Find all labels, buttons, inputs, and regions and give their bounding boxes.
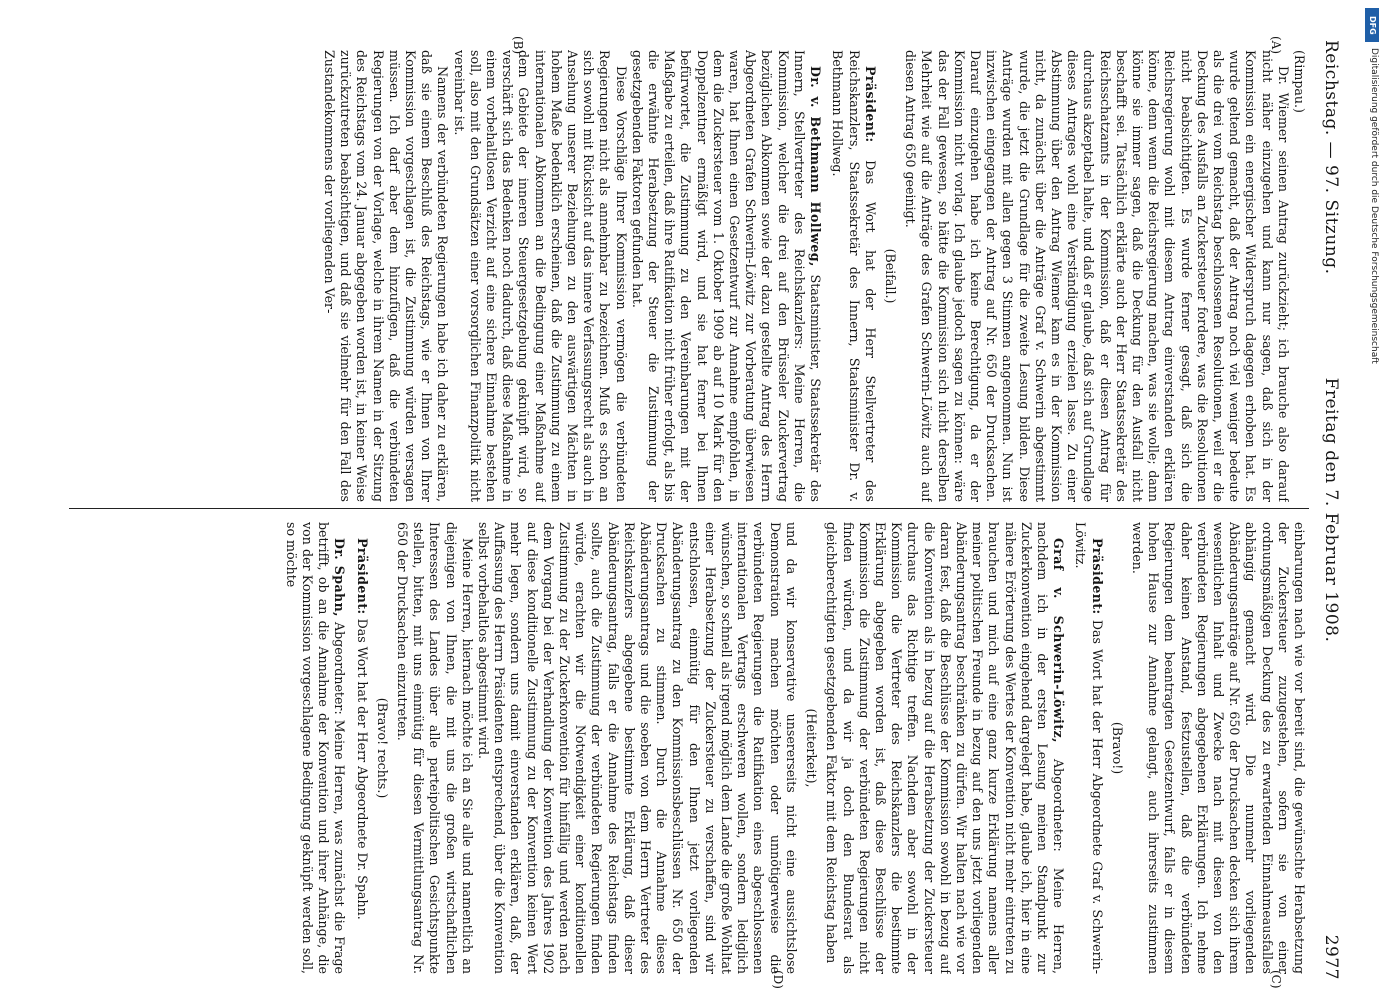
- paragraph: [829, 50, 878, 502]
- speaker-label: Dr. v. Bethmann Hollweg,: [808, 66, 824, 267]
- paragraph: und da wir konservative unsererseits nicht eine aussichtslose Demonstration machen möchten oder unnötigerweise die verbündeten Regierungen die Ratifikation eines abgeschlossenen internationalen Vertrags erschweren wollen, sondern lediglich wünschen, so schnell als irgend möglich dem Lande die große Wohltat einer Herabsetzung der Zuckersteuer zu verschaffen, sind wir entschlossen, einmütig für den Ihnen jetzt vorliegenden Abänderungsantrag zu den Kommissionsbeschlüssen Nr. 650 der Drucksachen zu stimmen. Durch die Annahme dieses Abänderungsantrags und die soeben von dem Herrn Vertreter des Reichskanzlers abgegebene bestimmte Erklärung, daß dieser Abänderungsantrag, falls er die Annahme des Reichstags finden sollte, auch die Zustimmung der verbündeten Regierungen finden würde, erachten wir die Notwendigkeit einer konditionellen Zustimmung zu der Zuckerkonvention für hinfällig und werden nach dem Vorgang bei der Verhandlung der Konvention des Jahres 1902 auf diese konditionelle Zustimmung zu der Konvention keinen Wert mehr legen, sondern uns damit einverstanden erklären, daß, der Auffassung des Herrn Präsidenten entsprechend, über die Konvention selbst vorbehaltlos abgestimmt wird.: [476, 522, 799, 974]
- right-column: [67, 522, 1307, 974]
- paragraph: [1072, 522, 1104, 974]
- page-number: 2977: [1321, 934, 1341, 980]
- speaker-label: Präsident:: [1089, 538, 1105, 615]
- margin-mark-a: (A): [1269, 36, 1283, 55]
- paragraph: [353, 522, 369, 974]
- applause-note: (Bravo! rechts.): [374, 697, 390, 799]
- funding-strip: [1361, 0, 1383, 1000]
- header-date: Freitag den 7. Februar 1908.: [1321, 377, 1341, 643]
- speaker-label: Graf v. Schwerin-Löwitz,: [1051, 538, 1067, 743]
- paragraph: Diese Vorschläge Ihrer Kommission vermögen die verbündeten Regierungen nicht als annehmbar zu bezeichnen. Muß es schon an sich sowohl mit Rücksicht auf das innere Verfassungsrecht als auch in Ansehung unserer Beziehungen zu den auswärtigen Mächten in hohem Maße bedenklich erscheinen, daß die Zustimmung zu einem internationalen Abkommen an die Bedingung einer Maßnahme auf dem Gebiete der inneren Steuergesetzgebung geknüpft wird, so verschärft sich das Bedenken noch dadurch, daß diese Maßnahme in einem vorbehaltlosen Verzicht auf eine sichere Einnahme bestehen soll, also mit den Grundsätzen einer vorsorglichen Finanzpolitik nicht vereinbar ist.: [451, 50, 629, 502]
- applause-note: (Bravo!): [1109, 721, 1125, 775]
- paragraph: einbarungen nach wie vor bereit sind, die gewünschte Herabsetzung der Zuckersteuer zuzugestehen, sofern sie von einer ordnungsmäßigen Deckung des zu erwartenden Einnahmeausfalles abhängig gemacht wird. Die nunmehr vorliegenden Abänderungsanträge auf Nr. 650 der Drucksachen decken sich ihrem wesentlichen Inhalt und Zwecke nach mit diesen von den verbündeten Regierungen abgegebenen Erklärungen. Ich nehme daher keinen Anstand, festzustellen, daß die verbündeten Regierungen dem beantragten Gesetzentwurf, falls er in diesem hohen Hause zur Annahme gelangt, auch ihrerseits zustimmen werden.: [1129, 522, 1307, 974]
- speaker-continuation: (Rimpau.): [1292, 50, 1307, 113]
- dfg-logo: DFG: [1365, 8, 1379, 42]
- speaker-label: Präsident:: [862, 66, 878, 143]
- paragraph: [823, 522, 1066, 974]
- paragraph: Namens der verbündeten Regierungen habe ich daher zu erklären, daß sie einem Beschluß des Reichstags, wie er Ihnen von Ihrer Kommission vorgeschlagen ist, die Zustimmung würden versagen müssen. Ich darf aber dem hinzufügen, daß die verbündeten Regierungen von der Vorlage, welche in ihrem Namen in der Sitzung des Reichstags vom 24. Januar abgegeben worden ist, in keiner Weise zurückzutreten beabsichtigen, und daß sie vielmehr für den Fall des Zustandekommens der vorliegenden Ver-: [322, 50, 451, 502]
- margin-mark-b: (B): [511, 36, 525, 55]
- left-column: [67, 50, 1307, 502]
- page-content-rotated: [55, 36, 1345, 989]
- speaker-label: Dr. Spahn,: [332, 538, 348, 617]
- paragraph-text: Das Wort hat der Herr Abgeordnete Graf v. Schwerin-Löwitz.: [1073, 522, 1105, 974]
- paragraph-text: Staatsminister, Staatssekretär des Innern, Stellvertreter des Reichskanzlers: Meine Herren, die Kommission, welcher die drei auf den Brüsseler Zuckervertrag bezüglichen Abkommen sowie der dazu gestellte Antrag des Herrn Abgeordneten Grafen Schwerin-Löwitz zur Vorberatung überwiesen waren, hat Ihnen einen Gesetzentwurf zur Annahme empfohlen, in dem die Zuckersteuer vom 1. Oktober 1909 ab auf 10 Mark für den Doppelzentner ermäßigt wird, und sie hat ferner bei Ihnen befürwortet, die Zustimmung zu den Vereinbarungen mit der Maßgabe zu erteilen, daß ihre Ratifikation nicht früher erfolgt, als bis die erwähnte Herabsetzung der Steuer die Zustimmung der gesetzgebenden Faktoren gefunden hat.: [629, 50, 824, 502]
- laughter-note: (Heiterkeit),: [804, 708, 820, 788]
- paragraph: [629, 50, 823, 502]
- paragraph-text: Das Wort hat der Herr Stellvertreter des Reichskanzlers, Staatssekretär des Innern, Staatsminister Dr. v. Bethmann Hollweg.: [830, 50, 878, 502]
- margin-mark-c: (C): [1269, 970, 1283, 989]
- paragraph-text: Abgeordneter: Meine Herren, nachdem ich in der ersten Lesung meinen Standpunkt zur Zuckerkonvention eingehend dargelegt habe, glaube ich, hier in eine nähere Erörterung des Wertes der Konvention nicht mehr eintreten zu brauchen und mich auf eine ganz kurze Erklärung namens aller meiner politischen Freunde in bezug auf den uns jetzt vorliegenden Abänderungsantrag beschränken zu dürfen. Wir halten nach wie vor daran fest, daß die Beschlüsse der Kommission sowohl in bezug auf die Konvention als in bezug auf die Herabsetzung der Zuckersteuer durchaus das Richtige treffen. Nachdem aber sowohl in der Kommission die Vertreter des Reichskanzlers die bestimmte Erklärung abgegeben worden ist, daß diese Beschlüsse der Kommission die Zustimmung der verbündeten Regierungen nicht finden würden, und da wir ja doch den Bundesrat als gleichberechtigten gesetzgebenden Faktor mit dem Reichstag haben: [824, 522, 1067, 974]
- speaker-label: Präsident:: [354, 538, 370, 615]
- header-left: Reichstag. — 97. Sitzung.: [1321, 40, 1341, 275]
- funding-caption: Digitalisierung gefördert durch die Deutsche Forschungsgemeinschaft: [1369, 48, 1379, 364]
- paragraph: [283, 522, 348, 974]
- paragraph: Dr. Wiemer seinen Antrag zurückzieht; ich brauche also darauf nicht näher einzugehen und kann nur sagen, daß sich in der Kommission ein energischer Widerspruch dagegen erhoben hat. Es wurde geltend gemacht, daß der Antrag noch viel weniger bedeute als die drei vom Reichstag beschlossenen Resolutionen, weil er die Deckung des Ausfalls an Zuckersteuer fordere, was die Resolutionen nicht beabsichtigten. Es wurde ferner gesagt, daß sich die Reichsregierung wohl mit diesem Antrag einverstanden erklären könne, denn wenn die Reichsregierung machen, was sie wolle; dann könne sie immer sagen, daß die Deckung für den Ausfall nicht beschafft sei. Tatsächlich erklärte auch der Herr Staatssekretär des Reichsschatzamts in der Kommission, daß er diesen Antrag für durchaus akzeptabel halte, und daß er glaube, daß sich auf Grundlage dieses Antrages wohl eine Verständigung erzielen lasse. Zu einer Abstimmung über den Antrag Wiemer kam es in der Kommission nicht, da zunächst über die Anträge Graf v. Schwerin abgestimmt wurde, die jetzt die Grundlage für die zweite Lesung bilden. Diese Anträge wurden mit allen gegen 3 Stimmen angenommen. Nun ist inzwischen eingegangen der Antrag auf Nr. 650 der Drucksachen. Darauf einzugehen habe ich keine Berechtigung, da er der Kommission nicht vorlag. Ich glaube jedoch sagen zu können: wäre das der Fall gewesen, so hätte die Kommission sich nicht derselben Mehrheit wie auf die Anträge des Grafen Schwerin-Löwitz auch auf diesen Antrag 650 geeinigt.: [903, 50, 1291, 502]
- page-header: [1315, 40, 1345, 980]
- paragraph-text: Abgeordneter: Meine Herren, was zunächst die Frage betrifft, ob an die Annahme der Konvention und ihrer Anhänge, die von der Kommission vorgeschlagene Bedingung geknüpft werden soll, so möchte: [283, 522, 348, 974]
- paragraph: Meine Herren, hiernach möchte ich an Sie alle und namentlich an diejenigen von Ihnen, die mit uns die großen wirtschaftlichen Interessen des Landes über alle parteipolitischen Gesichtspunkte stellen, bitten, mit uns einmütig für diesen Vermittlungsantrag Nr. 650 der Drucksachen einzutreten.: [395, 522, 475, 974]
- margin-mark-d: (D): [771, 970, 785, 989]
- column-divider: [69, 508, 1309, 509]
- applause-note: (Beifall.): [882, 248, 898, 304]
- paragraph-text: Das Wort hat der Herr Abgeordnete Dr. Spahn.: [354, 618, 370, 920]
